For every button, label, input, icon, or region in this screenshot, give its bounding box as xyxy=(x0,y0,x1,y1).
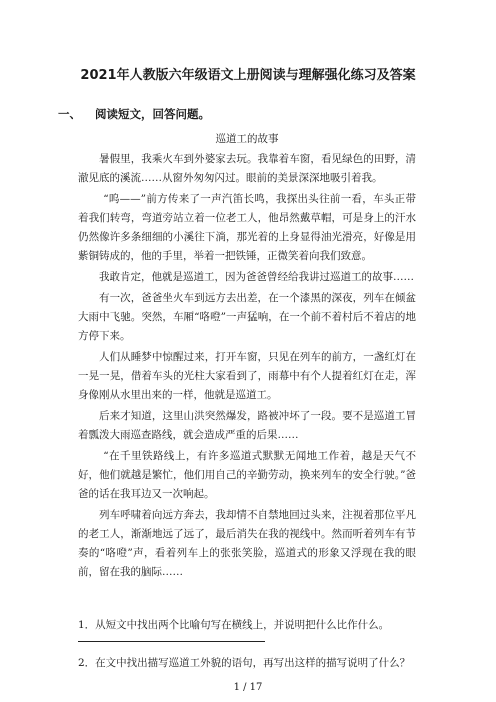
story-title: 巡道工的故事 xyxy=(215,133,279,145)
story-paragraph: 暑假里，我乘火车到外婆家去玩。我靠着车窗，看见绿色的田野，清澈见底的溪流……从窗外匆匆闪过。眼前的美景深深地吸引着我。 xyxy=(78,153,416,184)
story-paragraph: 后来才知道，这里山洪突然爆发，路被冲坏了一段。要不是巡道工冒着瓢泼大雨巡查路线，就会造成严重的后果…… xyxy=(78,410,416,441)
story-paragraph: 人们从睡梦中惊醒过来，打开车窗，只见在列车的前方，一盏红灯在一晃一晃，借着车头的光柱大家看到了，雨幕中有个人提着红灯在走，浑身像刚从水里出来的一样，他就是巡道工。 xyxy=(78,351,416,401)
story-passage xyxy=(78,130,416,582)
story-paragraph: 有一次，爸爸坐火车到远方去出差，在一个漆黑的深夜，列车在倾盆大雨中飞驰。突然，车厢“咯噔”一声猛响，在一个前不着村后不着店的地方停下来。 xyxy=(78,292,416,342)
answer-line[interactable] xyxy=(78,641,265,642)
section-heading-text: 阅读短文，回答问题。 xyxy=(95,107,210,121)
story-paragraph: “呜——”前方传来了一声汽笛长鸣，我探出头往前一看，车头正带着我们转弯，弯道旁站立着一位老工人，他昂然戴草帽，可是身上的汗水仍然像许多条细细的小溪往下淌，那光着的上身显得油光滑亮，好像是用紫铜铸成的，他的手里，举着一把铁锤，正微笑着向我们致意。 xyxy=(78,193,416,262)
page-number: 1 / 17 xyxy=(233,682,263,693)
question-2: 2．在文中找出描写巡道工外貌的语句，再写出这样的描写说明了什么？ xyxy=(78,657,411,669)
story-paragraph: 列车呼啸着向远方奔去，我却情不自禁地回过头来，注视着那位平凡的老工人，渐渐地远了远了，最后消失在我的视线中。然而听着列车有节奏的“咯噔”声，看着列车上的张张笑脸，巡道式的形象又浮现在我的眼前，留在我的脑际…… xyxy=(78,509,416,578)
section-heading xyxy=(58,106,210,122)
question-1: 1．从短文中找出两个比喻句写在横线上，并说明把什么比作什么。 xyxy=(78,619,390,631)
story-paragraph: “在千里铁路线上，有许多巡道式默默无闻地工作着，越是天气不好，他们就越是繁忙，他们用自己的辛勤劳动，换来列车的安全行驶。”爸爸的话在我耳边又一次响起。 xyxy=(78,450,416,500)
story-paragraph: 我敢肯定，他就是巡道工，因为爸爸曾经给我讲过巡道工的故事…… xyxy=(99,271,414,283)
section-number: 一、 xyxy=(58,107,81,121)
document-title: 2021年人教版六年级语文上册阅读与理解强化练习及答案 xyxy=(80,68,416,83)
